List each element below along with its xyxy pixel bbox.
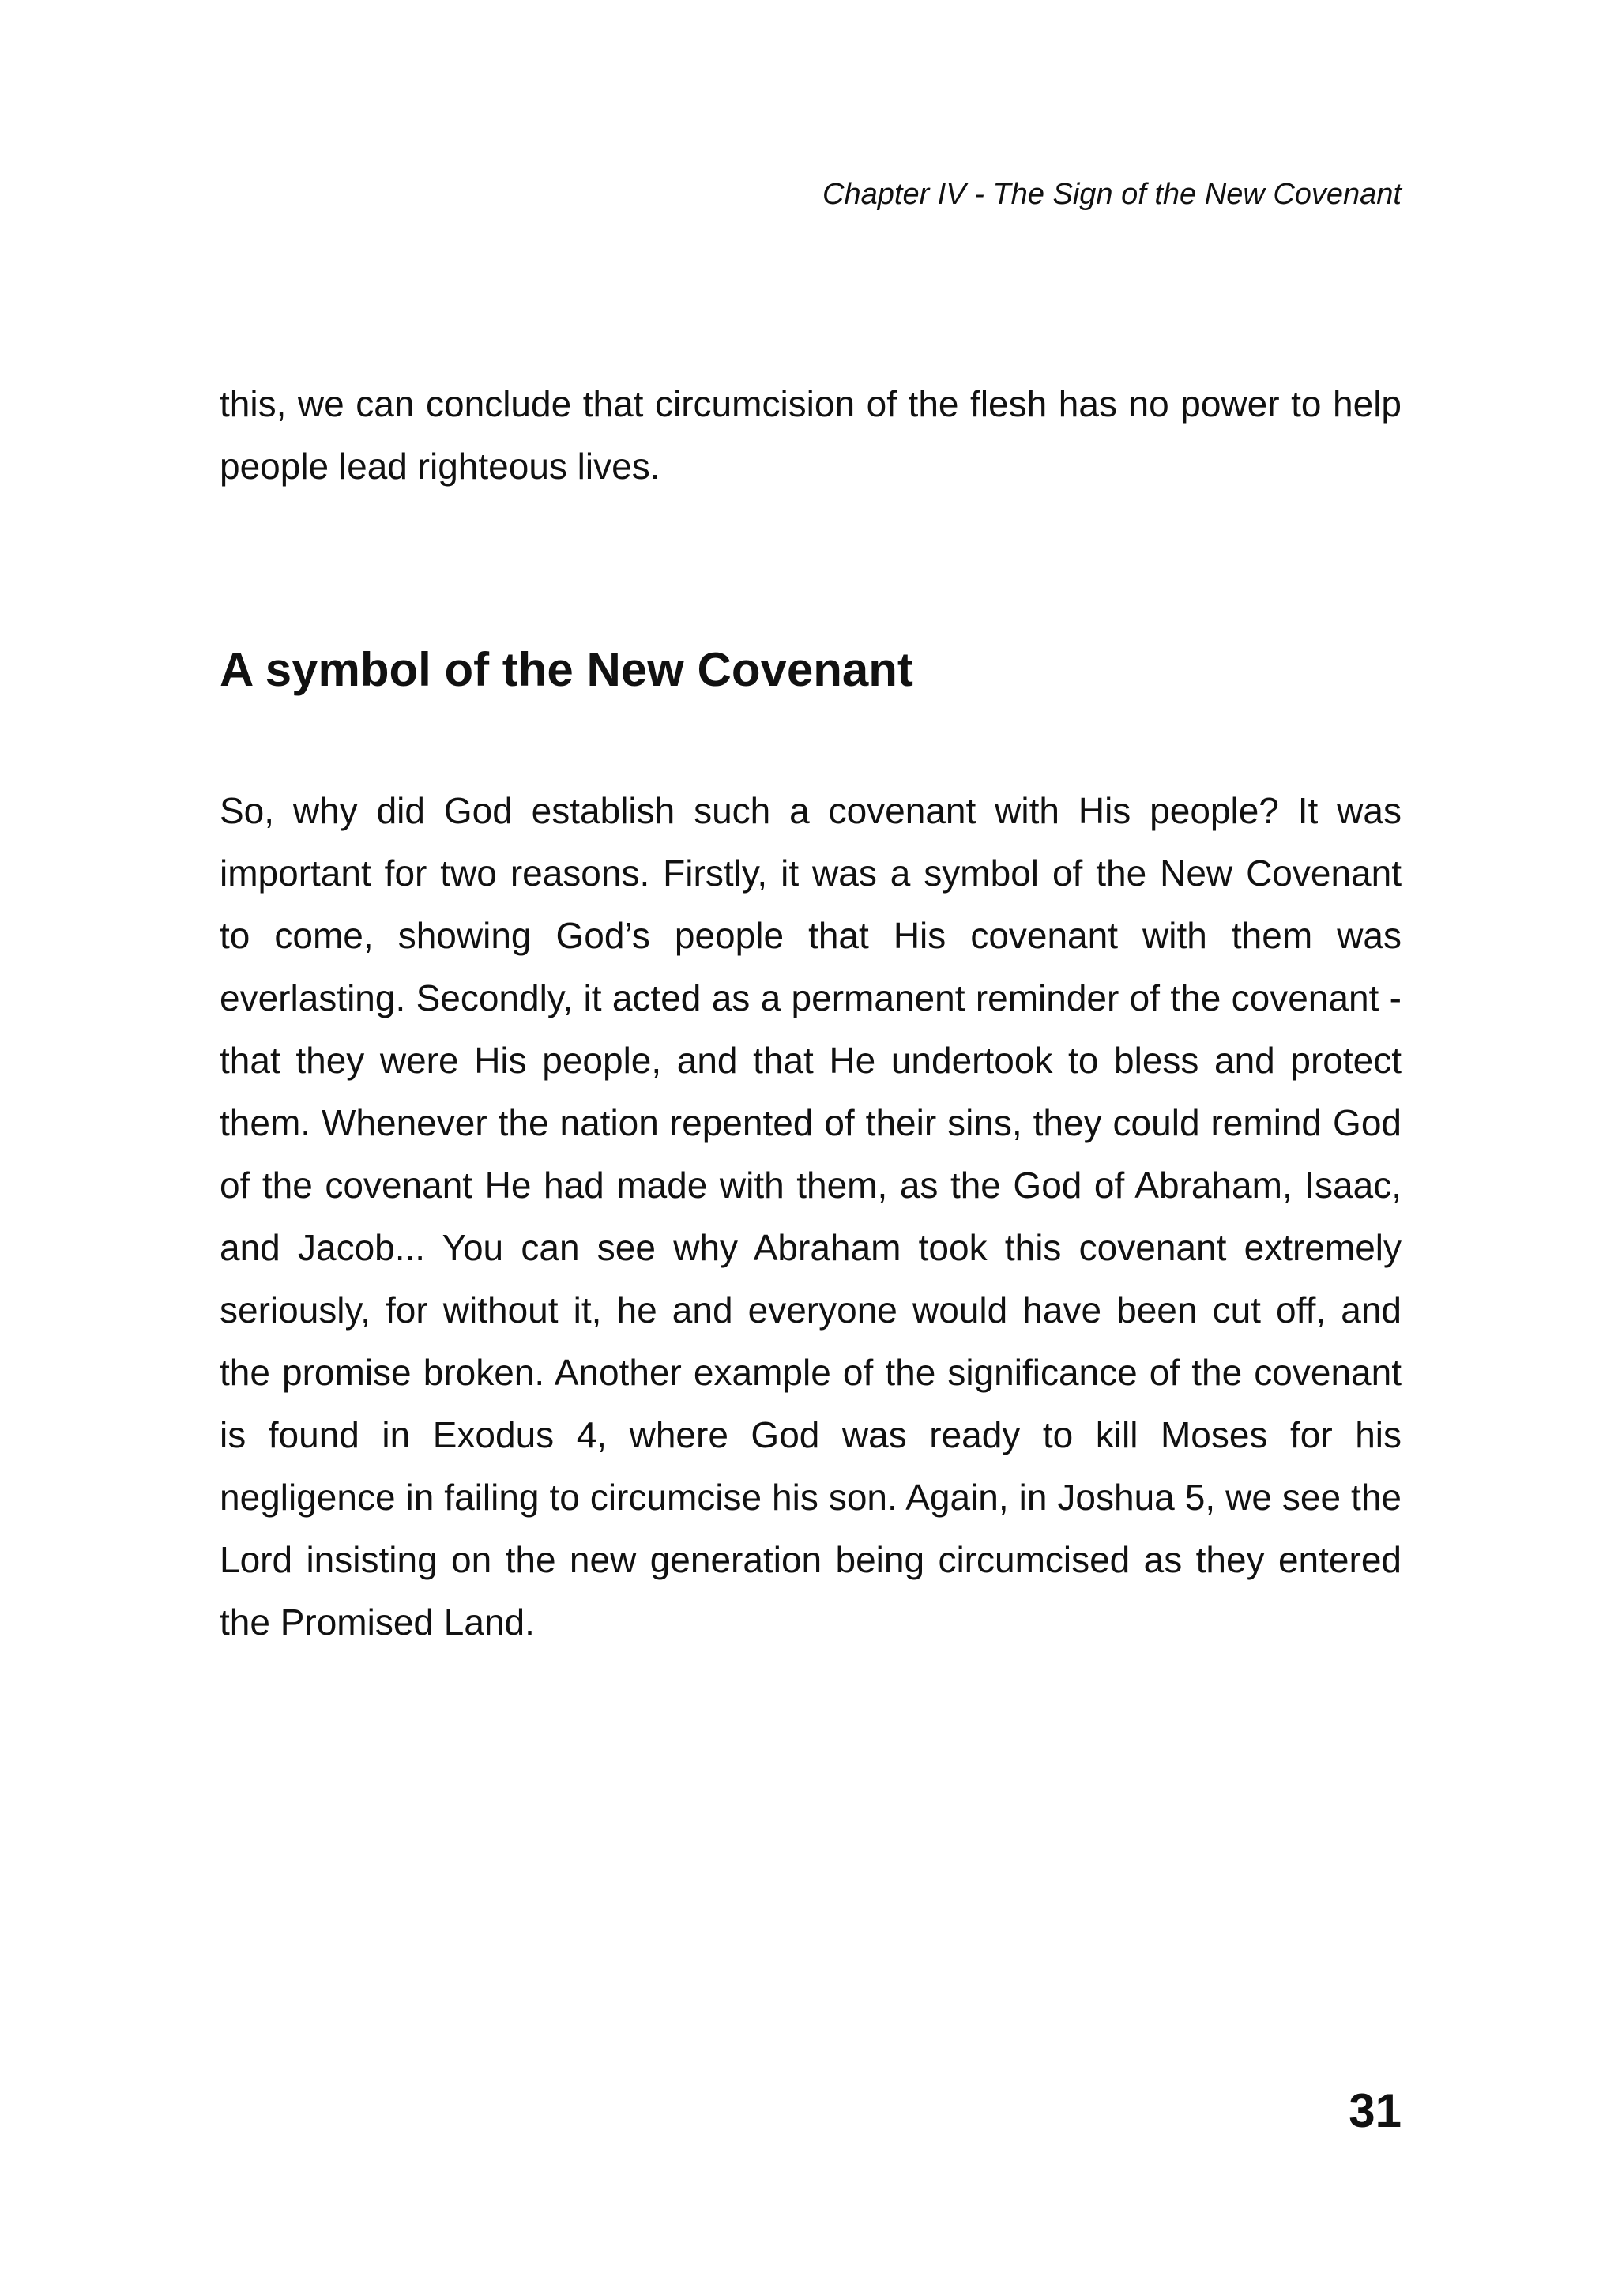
section-paragraph: So, why did God establish such a covenant with His people? It was important for two reasons. Firstly, it was a symbol of the New Covenant to come, showing God’s people that His covenant with them was everlasting. Secondly, it acted as a permanent reminder of the covenant - that they were His people, and that He undertook to bless and protect them. Whenever the nation repented of their sins, they could remind God of the covenant He had made with them, as the God of Abraham, Isaac, and Jacob... You can see why Abraham took this covenant extremely seriously, for without it, he and everyone would have been cut off, and the promise broken. Another example of the significance of the covenant is found in Exodus 4, where God was ready to kill Moses for his negligence in failing to circumcise his son. Again, in Joshua 5, we see the Lord insisting on the new generation being circumcised as they entered the Promised Land. xyxy=(220,790,1402,1643)
running-header: Chapter IV - The Sign of the New Covenant xyxy=(822,178,1402,211)
continued-paragraph: this, we can conclude that circumcision of the flesh has no power to help people lead righteous lives. xyxy=(220,383,1402,487)
page-number: 31 xyxy=(1349,2084,1402,2137)
section-heading: A symbol of the New Covenant xyxy=(220,643,913,696)
